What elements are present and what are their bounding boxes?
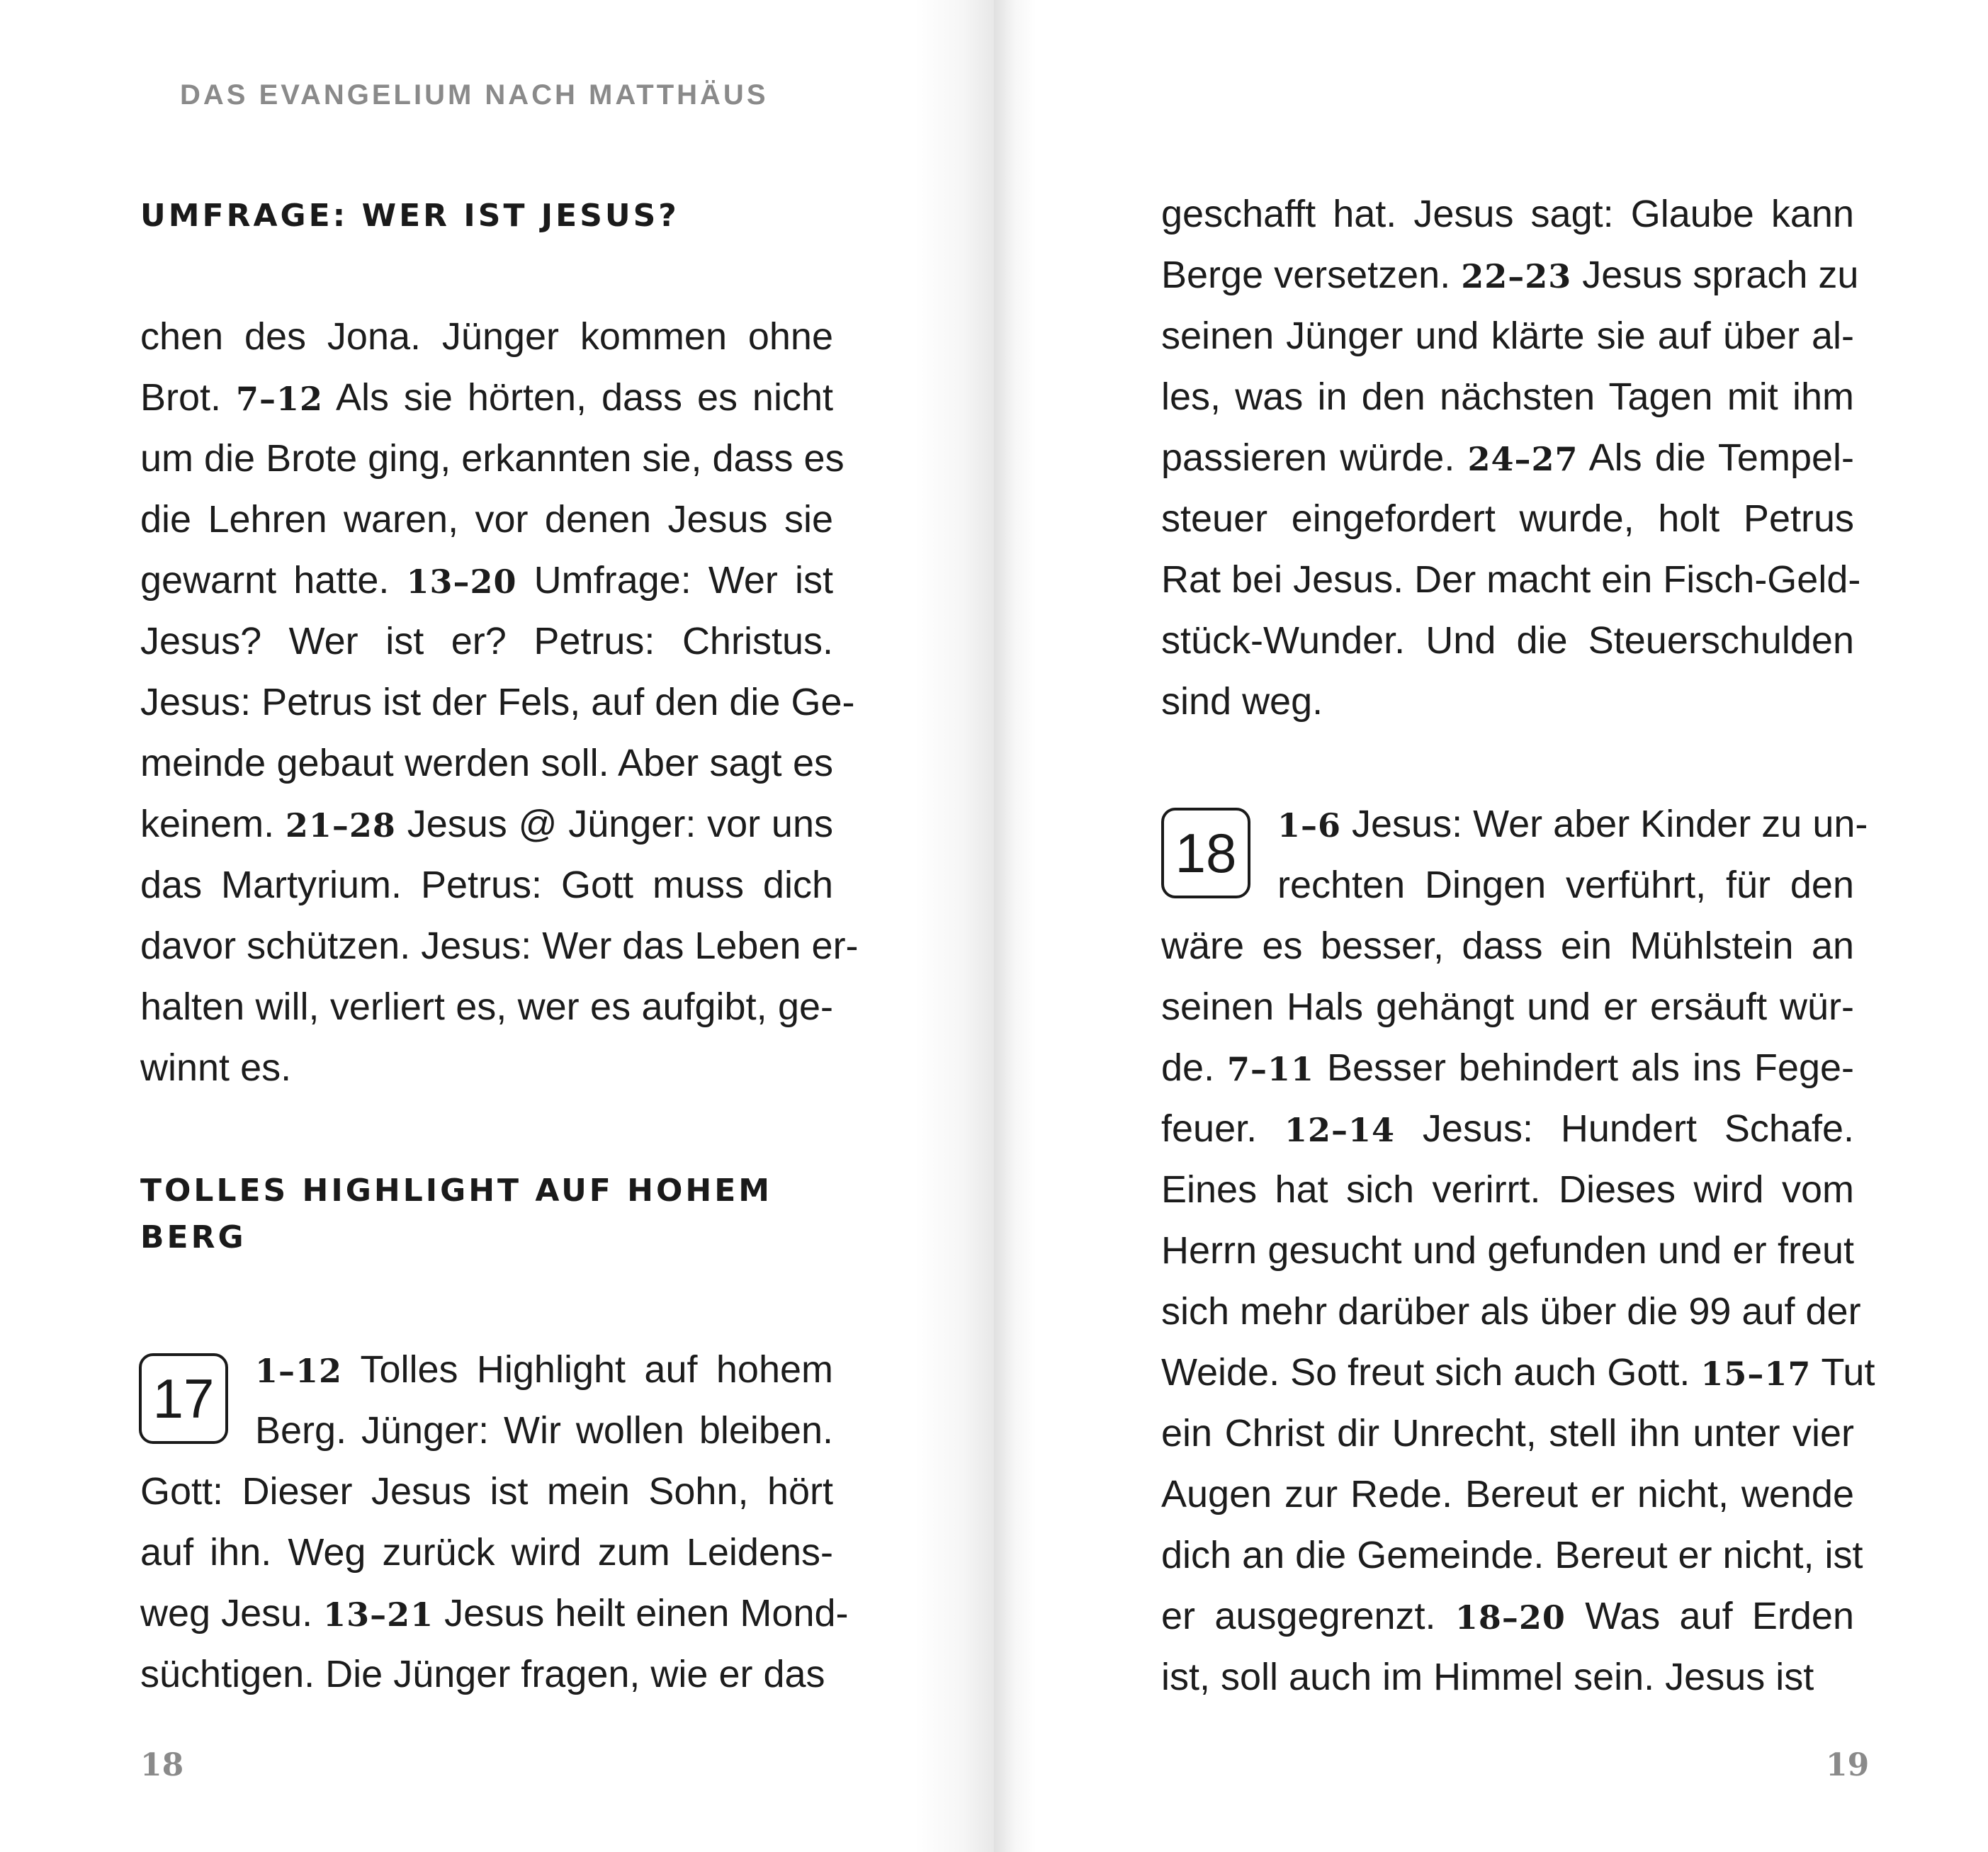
text-line bbox=[1161, 976, 1854, 1037]
text-line bbox=[140, 1583, 849, 1644]
text-line bbox=[1161, 1281, 1861, 1342]
text-line bbox=[140, 915, 859, 976]
text-segment: Weide. So freut sich auch Gott. bbox=[1161, 1351, 1701, 1394]
verse-number: 13–20 bbox=[406, 563, 517, 601]
text-segment: steuer eingefordert wurde, holt Petrus bbox=[1161, 497, 1854, 540]
text-segment: seinen Jünger und klärte sie auf über al- bbox=[1161, 315, 1854, 357]
chapter-number-box: 18 bbox=[1161, 808, 1250, 898]
text-line bbox=[1161, 1586, 1854, 1647]
verse-number: 18–20 bbox=[1455, 1598, 1566, 1637]
verse-number: 1–12 bbox=[255, 1352, 343, 1390]
text-segment: Als sie hörten, dass es nicht bbox=[323, 376, 833, 419]
text-line bbox=[140, 976, 833, 1037]
text-segment: Jesus: Wer aber Kinder zu un- bbox=[1341, 803, 1868, 845]
text-segment: ist, soll auch im Himmel sein. Jesus ist bbox=[1161, 1656, 1814, 1698]
text-line bbox=[140, 1037, 833, 1098]
text-line bbox=[255, 1339, 833, 1400]
text-segment: Als die Tempel- bbox=[1578, 436, 1854, 479]
text-segment: Jesus? Wer ist er? Petrus: Christus. bbox=[140, 620, 833, 662]
chapter-number-box: 17 bbox=[139, 1353, 228, 1444]
text-segment: wäre es besser, dass ein Mühlstein an bbox=[1161, 925, 1854, 967]
text-line bbox=[1161, 1220, 1854, 1281]
text-segment: das Martyrium. Petrus: Gott muss dich bbox=[140, 864, 833, 906]
text-block bbox=[140, 1461, 849, 1705]
verse-number: 7–11 bbox=[1227, 1050, 1315, 1088]
text-segment: Jesus: Hundert Schafe. bbox=[1395, 1107, 1854, 1150]
text-segment: Jesus heilt einen Mond- bbox=[434, 1592, 849, 1634]
gutter-shadow bbox=[994, 0, 1037, 1852]
text-block bbox=[140, 306, 859, 1098]
text-segment: rechten Dingen verführt, für den bbox=[1277, 864, 1854, 906]
text-line bbox=[255, 1400, 833, 1461]
text-segment: keinem. bbox=[140, 803, 286, 845]
text-segment: stück-Wunder. Und die Steuerschulden bbox=[1161, 619, 1854, 662]
text-line bbox=[1161, 915, 1854, 976]
text-segment: Jesus: Petrus ist der Fels, auf den die Ge- bbox=[140, 681, 855, 723]
text-line bbox=[140, 1644, 833, 1705]
text-segment: sind weg. bbox=[1161, 680, 1323, 723]
text-line bbox=[1161, 1098, 1854, 1159]
text-line bbox=[140, 367, 833, 428]
text-line bbox=[1161, 1037, 1854, 1098]
text-line bbox=[140, 1461, 833, 1522]
text-segment: sich mehr darüber als über die 99 auf der bbox=[1161, 1290, 1861, 1333]
text-segment: halten will, verliert es, wer es aufgibt, ge- bbox=[140, 986, 833, 1028]
text-line bbox=[1161, 366, 1854, 427]
text-segment: Berge versetzen. bbox=[1161, 254, 1462, 296]
right-page bbox=[994, 0, 1988, 1852]
text-segment: passieren würde. bbox=[1161, 436, 1468, 479]
text-block bbox=[1161, 915, 1875, 1707]
verse-number: 1–6 bbox=[1277, 806, 1342, 845]
text-segment: Jesus @ Jünger: vor uns bbox=[395, 803, 833, 845]
text-segment: Jesus sprach zu bbox=[1571, 254, 1859, 296]
heading-line: TOLLES HIGHLIGHT AUF HOHEM bbox=[140, 1173, 773, 1209]
text-segment: meinde gebaut werden soll. Aber sagt es bbox=[140, 742, 833, 784]
text-segment: Was auf Erden bbox=[1565, 1595, 1854, 1637]
text-segment: Brot. bbox=[140, 376, 236, 419]
text-segment: Berg. Jünger: Wir wollen bleiben. bbox=[255, 1409, 833, 1452]
text-line bbox=[1161, 671, 1854, 732]
text-segment: er ausgegrenzt. bbox=[1161, 1595, 1455, 1637]
text-line bbox=[140, 611, 833, 672]
section-heading-highlight bbox=[140, 1168, 849, 1261]
text-block bbox=[1161, 183, 1861, 732]
page-number: 19 bbox=[1826, 1747, 1870, 1783]
text-segment: de. bbox=[1161, 1046, 1227, 1089]
text-line bbox=[140, 306, 833, 367]
text-segment: süchtigen. Die Jünger fragen, wie er das bbox=[140, 1653, 825, 1695]
text-line bbox=[140, 733, 833, 794]
text-segment: weg Jesu. bbox=[140, 1592, 324, 1634]
text-line bbox=[1161, 1159, 1854, 1220]
text-segment: Herrn gesucht und gefunden und er freut bbox=[1161, 1229, 1854, 1272]
verse-number: 7–12 bbox=[235, 380, 324, 418]
text-line bbox=[1161, 1647, 1854, 1707]
page-number: 18 bbox=[140, 1747, 184, 1783]
text-block bbox=[255, 1339, 833, 1461]
text-line bbox=[140, 489, 833, 550]
text-line bbox=[1161, 488, 1854, 549]
text-line bbox=[1161, 183, 1854, 244]
text-line bbox=[1277, 794, 1868, 854]
section-heading-umfrage: UMFRAGE: WER IST JESUS? bbox=[140, 198, 679, 234]
gutter-shadow bbox=[914, 0, 994, 1852]
text-line bbox=[1161, 1403, 1854, 1464]
text-segment: ein Christ dir Unrecht, stell ihn unter vier bbox=[1161, 1412, 1854, 1455]
text-segment: Tolles Highlight auf hohem bbox=[342, 1348, 833, 1391]
verse-number: 15–17 bbox=[1700, 1355, 1812, 1393]
text-segment: Tut bbox=[1811, 1351, 1875, 1394]
text-line bbox=[140, 1522, 833, 1583]
verse-number: 24–27 bbox=[1467, 440, 1578, 478]
text-segment: Besser behindert als ins Fege- bbox=[1314, 1046, 1854, 1089]
text-line bbox=[1277, 854, 1854, 915]
text-segment: gewarnt hatte. bbox=[140, 559, 407, 602]
text-segment: davor schützen. Jesus: Wer das Leben er- bbox=[140, 925, 859, 967]
text-segment: geschafft hat. Jesus sagt: Glaube kann bbox=[1161, 193, 1854, 235]
text-segment: Eines hat sich verirrt. Dieses wird vom bbox=[1161, 1168, 1854, 1211]
text-line bbox=[1161, 244, 1859, 305]
text-line bbox=[140, 854, 833, 915]
running-head: DAS EVANGELIUM NACH MATTHÄUS bbox=[180, 79, 769, 111]
text-line bbox=[1161, 427, 1854, 488]
text-segment: dich an die Gemeinde. Bereut er nicht, ist bbox=[1161, 1534, 1863, 1576]
text-line bbox=[1161, 1342, 1875, 1403]
text-line bbox=[140, 794, 833, 854]
text-segment: Rat bei Jesus. Der macht ein Fisch-Geld- bbox=[1161, 558, 1861, 601]
text-segment: um die Brote ging, erkannten sie, dass es bbox=[140, 437, 845, 480]
text-segment: chen des Jona. Jünger kommen ohne bbox=[140, 315, 833, 358]
verse-number: 21–28 bbox=[285, 806, 396, 845]
verse-number: 12–14 bbox=[1284, 1111, 1396, 1149]
text-segment: Gott: Dieser Jesus ist mein Sohn, hört bbox=[140, 1470, 833, 1513]
text-segment: Umfrage: Wer ist bbox=[516, 559, 833, 602]
text-line bbox=[1161, 305, 1854, 366]
text-line bbox=[1161, 1525, 1863, 1586]
text-segment: seinen Hals gehängt und er ersäuft wür- bbox=[1161, 986, 1854, 1028]
text-segment: feuer. bbox=[1161, 1107, 1284, 1150]
text-segment: Augen zur Rede. Bereut er nicht, wende bbox=[1161, 1473, 1854, 1515]
text-line bbox=[1161, 610, 1854, 671]
verse-number: 22–23 bbox=[1461, 257, 1572, 295]
text-line bbox=[140, 428, 845, 489]
text-segment: die Lehren waren, vor denen Jesus sie bbox=[140, 498, 833, 541]
text-block bbox=[1277, 794, 1868, 915]
text-line bbox=[140, 672, 855, 733]
heading-line: BERG bbox=[140, 1219, 247, 1255]
verse-number: 13–21 bbox=[323, 1596, 434, 1634]
text-line bbox=[1161, 549, 1861, 610]
text-segment: auf ihn. Weg zurück wird zum Leidens- bbox=[140, 1531, 833, 1574]
text-line bbox=[1161, 1464, 1854, 1525]
text-segment: winnt es. bbox=[140, 1046, 292, 1089]
text-line bbox=[140, 550, 833, 611]
text-segment: les, was in den nächsten Tagen mit ihm bbox=[1161, 376, 1854, 418]
